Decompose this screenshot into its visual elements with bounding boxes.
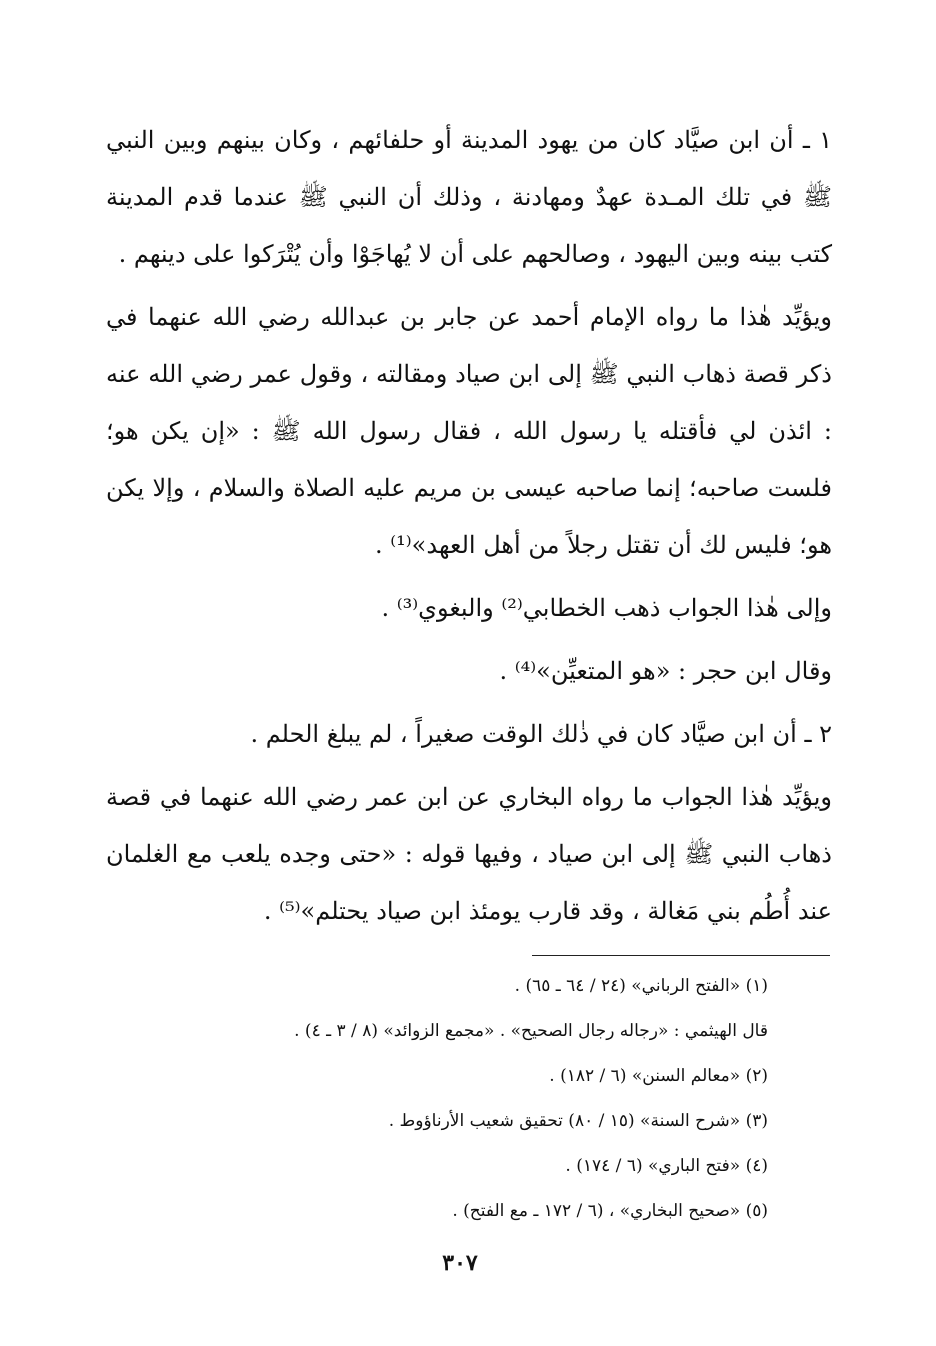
footnote-divider [532,955,830,956]
main-text [106,112,832,940]
paragraph-2: ويؤيِّد هٰذا ما رواه الإمام أحمد عن جابر بن عبدالله رضي الله عنهما في ذكر قصة ذهاب النبي ﷺ إلى ابن صياد ومقالته ، وقول عمر رضي الله عنه : ائذن لي فأقتله يا رسول الله ، فقال رسول الله ﷺ : «إن يكن هو؛ فلست صاحبه؛ إنما صاحبه عيسى بن مريم عليه الصلاة والسلام ، وإلا يكن هو؛ فليس لك أن تقتل رجلاً من أهل العهد»⁽¹⁾ . [106,303,832,559]
paragraph-1: ١ ـ أن ابن صيَّاد كان من يهود المدينة أو حلفائهم ، وكان بينهم وبين النبي ﷺ في تلك المـدة عهدٌ ومهادنة ، وذلك أن النبي ﷺ عندما قدم المدينة كتب بينه وبين اليهود ، وصالحهم على أن لا يُهاجَوْا وأن يُتْرَكوا على دينهم . [106,126,832,268]
footnotes [106,964,768,1234]
paragraph-6: ويؤيِّد هٰذا الجواب ما رواه البخاري عن ابن عمر رضي الله عنهما في قصة ذهاب النبي ﷺ إلى ابن صياد ، وفيها قوله : «حتى وجده يلعب مع الغلمان عند أُطُم بني مَغالة ، وقد قارب يومئذ ابن صياد يحتلم»⁽⁵⁾ . [106,783,832,925]
footnote-3: (٣) «شرح السنة» (١٥ / ٨٠) تحقيق شعيب الأرناؤوط . [388,1111,768,1131]
footnote-2: (٢) «معالم السنن» (٦ / ١٨٢) . [549,1066,768,1086]
footnote-4: (٤) «فتح الباري» (٦ / ١٧٤) . [565,1156,768,1176]
footnote-1: (١) «الفتح الرباني» (٢٤ / ٦٤ ـ ٦٥) . [514,976,768,996]
page-number: ٣٠٧ [442,1250,478,1276]
footnote-1-note: قال الهيثمي : «رجاله رجال الصحيح» . «مجمع الزوائد» (٨ / ٣ ـ ٤) . [294,1021,768,1041]
footnote-5: (٥) «صحيح البخاري» ، (٦ / ١٧٢ ـ مع الفتح) . [452,1201,768,1221]
paragraph-3: وإلى هٰذا الجواب ذهب الخطابي⁽²⁾ والبغوي⁽³⁾ . [381,594,832,622]
paragraph-4: وقال ابن حجر : «هو المتعيِّن»⁽⁴⁾ . [499,657,832,685]
paragraph-5: ٢ ـ أن ابن صيَّاد كان في ذٰلك الوقت صغيراً ، لم يبلغ الحلم . [250,720,832,748]
